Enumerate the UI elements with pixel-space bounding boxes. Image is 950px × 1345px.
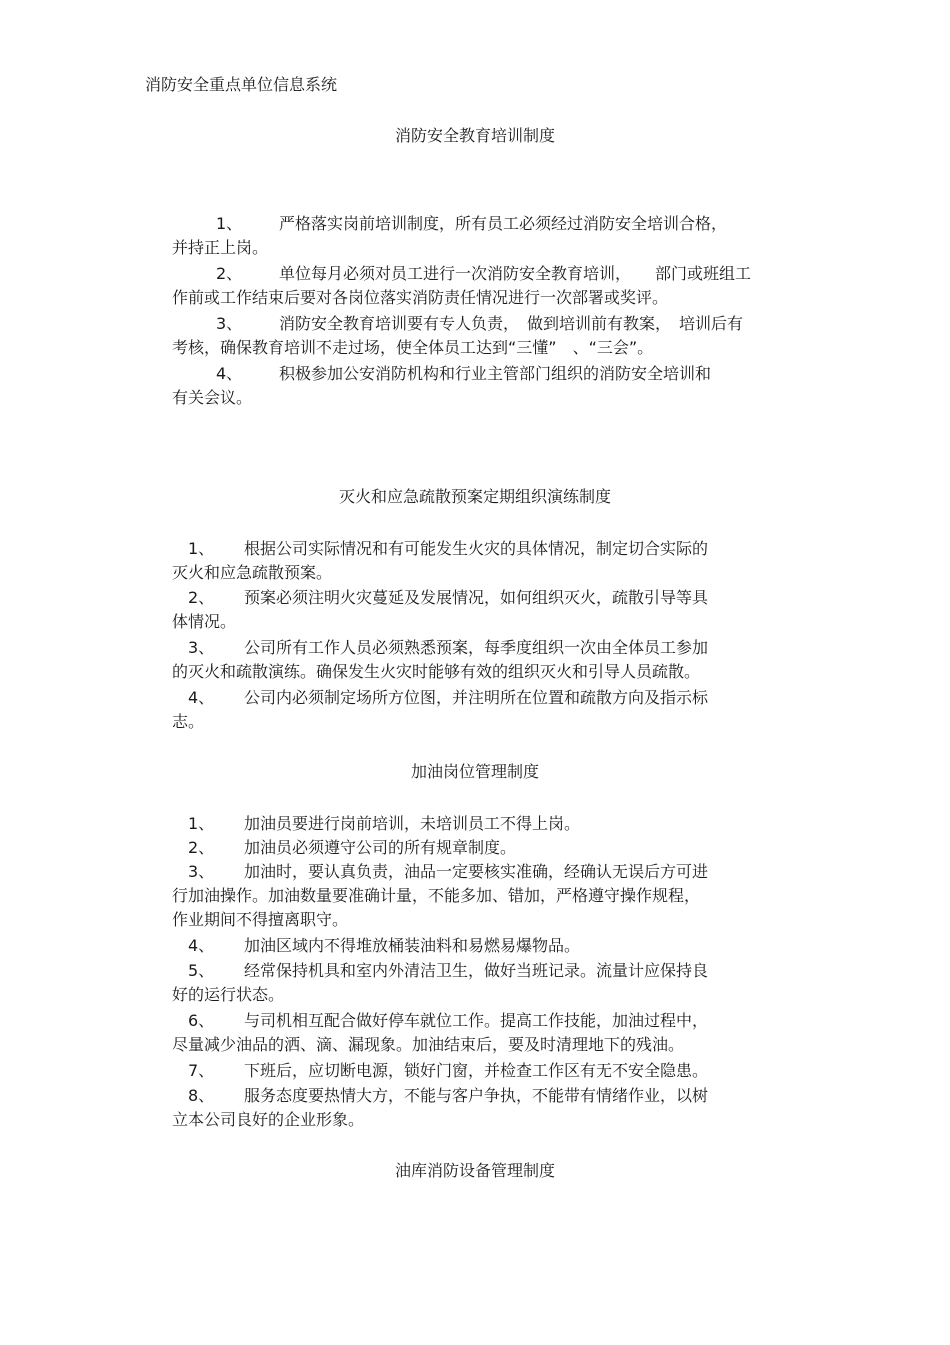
list-item xyxy=(172,262,751,310)
item-text-continued: 的灭火和疏散演练。确保发生火灾时能够有效的组织灭火和引导人员疏散。 xyxy=(172,662,701,681)
item-text-continued: 作业期间不得擅离职守。 xyxy=(172,910,349,929)
item-text: 预案必须注明火灾蔓延及发展情况，如何组织灭火，疏散引导等具 xyxy=(244,588,709,607)
item-text-continued: 志。 xyxy=(172,712,205,731)
item-text-continued: 考核，确保教育培训不走过场，使全体员工达到“三懂” 、“三会”。 xyxy=(172,338,654,357)
item-text-continued: 好的运行状态。 xyxy=(172,985,285,1004)
item-text: 严格落实岗前培训制度，所有员工必须经过消防安全培训合格， xyxy=(279,214,728,233)
section-title-refueling-post: 加油岗位管理制度 xyxy=(410,762,539,781)
item-text: 与司机相互配合做好停车就位工作。提高工作技能，加油过程中， xyxy=(244,1011,709,1030)
list-item xyxy=(172,636,708,684)
item-number: 1、 xyxy=(188,814,215,833)
item-text: 公司内必须制定场所方位图，并注明所在位置和疏散方向及指示标 xyxy=(244,688,709,707)
item-number: 2、 xyxy=(216,264,243,283)
item-number: 7、 xyxy=(188,1061,215,1080)
item-text: 服务态度要热情大方，不能与客户争执，不能带有情绪作业，以树 xyxy=(244,1086,709,1105)
item-number: 6、 xyxy=(188,1011,215,1030)
item-number: 3、 xyxy=(188,862,215,881)
item-text-continued: 立本公司良好的企业形象。 xyxy=(172,1110,365,1129)
item-number: 4、 xyxy=(188,688,215,707)
item-text: 加油员必须遵守公司的所有规章制度。 xyxy=(244,838,517,857)
item-text: 加油时，要认真负责，油品一定要核实准确，经确认无误后方可进 xyxy=(244,862,709,881)
item-text-continued: 作前或工作结束后要对各岗位落实消防责任情况进行一次部署或奖评。 xyxy=(172,288,669,307)
item-number: 4、 xyxy=(188,936,215,955)
list-item xyxy=(172,537,708,585)
section-title-fire-safety-training: 消防安全教育培训制度 xyxy=(394,126,555,145)
list-item xyxy=(172,836,516,860)
item-number: 1、 xyxy=(216,214,243,233)
list-item xyxy=(172,586,708,634)
system-header: 消防安全重点单位信息系统 xyxy=(145,75,338,94)
item-number: 5、 xyxy=(188,961,215,980)
item-text: 根据公司实际情况和有可能发生火灾的具体情况，制定切合实际的 xyxy=(244,539,709,558)
list-item xyxy=(172,959,708,1007)
item-number: 8、 xyxy=(188,1086,215,1105)
item-text: 积极参加公安消防机构和行业主管部门组织的消防安全培训和 xyxy=(279,364,712,383)
item-text: 公司所有工作人员必须熟悉预案，每季度组织一次由全体员工参加 xyxy=(244,638,709,657)
list-item xyxy=(172,362,711,410)
item-text: 加油员要进行岗前培训，未培训员工不得上岗。 xyxy=(244,814,581,833)
item-number: 3、 xyxy=(188,638,215,657)
item-text-continued: 并持正上岗。 xyxy=(172,238,269,257)
item-text-continued: 有关会议。 xyxy=(172,388,253,407)
list-item xyxy=(172,686,708,734)
item-text-continued: 灭火和应急疏散预案。 xyxy=(172,563,333,582)
item-text: 单位每月必须对员工进行一次消防安全教育培训， 部门或班组工 xyxy=(279,264,752,283)
item-text-continued: 行加油操作。加油数量要准确计量，不能多加、错加，严格遵守操作规程， xyxy=(172,886,701,905)
item-text: 经常保持机具和室内外清洁卫生，做好当班记录。流量计应保持良 xyxy=(244,961,709,980)
section-title-depot-fire-equipment: 油库消防设备管理制度 xyxy=(394,1161,555,1180)
item-text: 消防安全教育培训要有专人负责， 做到培训前有教案， 培训后有 xyxy=(279,314,744,333)
list-item xyxy=(172,1059,708,1083)
item-number: 2、 xyxy=(188,588,215,607)
list-item xyxy=(172,1084,708,1132)
list-item xyxy=(172,934,580,958)
item-number: 1、 xyxy=(188,539,215,558)
item-number: 3、 xyxy=(216,314,243,333)
item-text-continued: 尽量减少油品的洒、滴、漏现象。加油结束后，要及时清理地下的残油。 xyxy=(172,1035,685,1054)
item-number: 4、 xyxy=(216,364,243,383)
list-item xyxy=(172,1009,708,1057)
item-text: 加油区域内不得堆放桶装油料和易燃易爆物品。 xyxy=(244,936,581,955)
item-text-continued: 体情况。 xyxy=(172,612,237,631)
list-item xyxy=(172,212,727,260)
list-item xyxy=(172,812,580,836)
item-number: 2、 xyxy=(188,838,215,857)
item-text: 下班后，应切断电源，锁好门窗，并检查工作区有无不安全隐患。 xyxy=(244,1061,709,1080)
section-title-evacuation-drill: 灭火和应急疏散预案定期组织演练制度 xyxy=(338,487,611,506)
list-item xyxy=(172,860,708,932)
list-item xyxy=(172,312,743,360)
